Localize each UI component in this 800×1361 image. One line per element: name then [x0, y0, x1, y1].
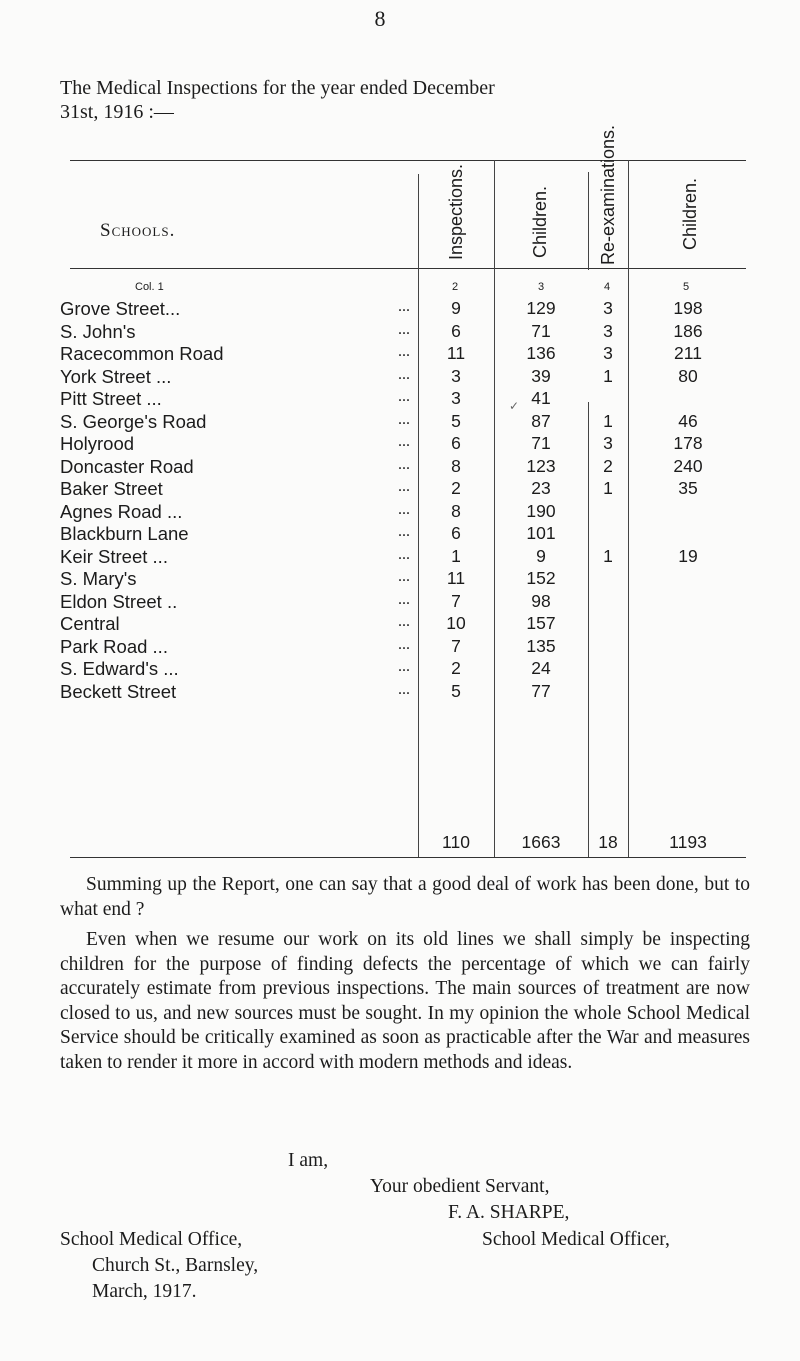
officer-title: School Medical Officer, — [482, 1229, 670, 1250]
re-examinations-cell: 1 — [603, 410, 613, 431]
inspections-cell: 7 — [451, 635, 461, 656]
leader-dots: ... — [398, 568, 410, 585]
leader-dots: ... — [398, 658, 410, 675]
leader-dots: ... — [398, 365, 410, 383]
column-divider-3a — [588, 172, 589, 270]
date: March, 1917. — [92, 1281, 197, 1302]
school-name: S. John's — [60, 320, 136, 342]
children-cell: 9 — [536, 545, 546, 566]
inspections-cell: 8 — [451, 455, 461, 476]
table-row — [0, 388, 800, 410]
table-row — [0, 613, 800, 635]
inspections-cell: 7 — [451, 590, 461, 611]
inspections-cell: 1 — [451, 545, 461, 566]
re-examinations-cell: 1 — [603, 545, 613, 566]
re-examinations-cell: 3 — [603, 298, 613, 318]
inspections-cell: 10 — [446, 613, 466, 633]
school-name: Beckett Street — [60, 680, 177, 702]
children-2-cell: 198 — [673, 298, 703, 318]
school-name: Agnes Road ... — [60, 500, 183, 522]
table-row — [0, 478, 800, 500]
inspections-cell: 5 — [451, 410, 461, 431]
total-inspections: 110 — [442, 832, 470, 852]
leader-dots: ... — [398, 590, 410, 608]
leader-dots: ... — [398, 500, 410, 518]
leader-dots: ... — [398, 613, 410, 630]
children-2-cell: 35 — [678, 478, 698, 498]
leader-dots: ... — [398, 523, 410, 540]
header-children-2: Children. — [680, 177, 700, 250]
school-name: Park Road ... — [60, 635, 168, 657]
intro-line-2: 31st, 1916 :— — [60, 101, 174, 123]
paragraph-2: Even when we resume our work on its old lines we shall simply be inspecting children for the purpose of finding defects the percentage of which we can fairly accurately estimate from previous inspections. The main sources of treatment are now closed to us, and new sources must be sought. In my opinion the whole School Medical Service should be critically examined as soon as practicable after the War and measures taken to render it more in accord with modern methods and ideas. — [60, 929, 750, 1073]
table-row — [0, 433, 800, 455]
children-cell: 136 — [526, 343, 556, 363]
table-row — [0, 343, 800, 365]
leader-dots: ... — [398, 680, 410, 698]
children-cell: 98 — [531, 590, 551, 611]
children-cell: 190 — [526, 500, 556, 521]
table-row — [0, 681, 800, 703]
children-2-cell: 46 — [678, 410, 698, 431]
col-number-5: 5 — [683, 281, 690, 293]
col-number-4: 4 — [604, 281, 611, 293]
intro-line-1: The Medical Inspections for the year ended December — [60, 77, 495, 99]
inspections-cell: 2 — [451, 658, 461, 678]
servant-line: Your obedient Servant, — [370, 1176, 550, 1197]
header-children: Children. — [530, 185, 550, 258]
inspections-cell: 6 — [451, 320, 461, 341]
total-children: 1663 — [521, 832, 561, 852]
leader-dots: ... — [398, 635, 410, 653]
school-name: Central — [60, 613, 120, 634]
leader-dots: ... — [398, 478, 410, 495]
inspections-cell: 11 — [446, 343, 466, 363]
header-re-examinations: Re-examinations. — [598, 124, 618, 265]
header-inspections: Inspections. — [446, 163, 466, 260]
paragraph-1: Summing up the Report, one can say that a good deal of work has been done, but to what end ? — [60, 874, 750, 920]
table-top-rule — [70, 160, 746, 161]
intro-text — [60, 76, 750, 124]
children-cell: 87 — [531, 410, 551, 431]
school-name: Grove Street... — [60, 298, 181, 319]
table-row — [0, 568, 800, 590]
table-row — [0, 321, 800, 343]
inspections-cell: 2 — [451, 478, 461, 498]
table-row — [0, 636, 800, 658]
children-2-cell: 178 — [673, 433, 703, 453]
total-children-2: 1193 — [669, 832, 707, 852]
school-name: S. Edward's ... — [60, 658, 179, 679]
school-name: Pitt Street ... — [60, 388, 162, 409]
closing: I am, — [288, 1150, 329, 1171]
office-name: School Medical Office, — [60, 1229, 243, 1250]
inspections-cell: 3 — [451, 365, 461, 386]
school-name: Racecommon Road — [60, 343, 224, 364]
leader-dots: ... — [398, 320, 410, 338]
school-name: Blackburn Lane — [60, 523, 189, 544]
school-name: Doncaster Road — [60, 455, 194, 477]
table-row — [0, 658, 800, 680]
school-name: S. George's Road — [60, 410, 207, 432]
body-text — [60, 873, 750, 1081]
table-row — [0, 298, 800, 320]
col-number-1: Col. 1 — [135, 281, 164, 293]
children-cell: 24 — [531, 658, 551, 678]
header-rule — [70, 268, 746, 269]
re-examinations-cell: 1 — [603, 478, 613, 498]
inspections-cell: 9 — [451, 298, 461, 318]
children-2-cell: 80 — [678, 365, 698, 386]
totals-row — [0, 832, 800, 854]
page-number: 8 — [374, 6, 386, 31]
inspections-cell: 11 — [446, 568, 466, 588]
leader-dots: ... — [398, 455, 410, 473]
children-2-cell: 240 — [673, 455, 703, 476]
re-examinations-cell: 2 — [603, 455, 613, 476]
children-2-cell: 186 — [673, 320, 703, 341]
children-cell: 71 — [531, 320, 551, 341]
children-2-cell: 19 — [678, 545, 698, 566]
col-number-3: 3 — [538, 281, 545, 293]
leader-dots: ... — [398, 343, 410, 360]
inspections-cell: 6 — [451, 523, 461, 543]
leader-dots: ... — [398, 410, 410, 428]
address: Church St., Barnsley, — [92, 1255, 259, 1276]
children-cell: 77 — [531, 680, 551, 701]
table-row — [0, 411, 800, 433]
table-row — [0, 546, 800, 568]
table-bottom-rule — [70, 857, 746, 858]
inspections-cell: 8 — [451, 500, 461, 521]
re-examinations-cell: 3 — [603, 320, 613, 341]
leader-dots: ... — [398, 545, 410, 563]
leader-dots: ... — [398, 298, 410, 315]
signatory-name: F. A. SHARPE, — [448, 1202, 570, 1223]
total-re-examinations: 18 — [598, 832, 618, 852]
school-name: Eldon Street .. — [60, 590, 178, 612]
table-row — [0, 591, 800, 613]
children-cell: 101 — [526, 523, 556, 543]
inspections-cell: 3 — [451, 388, 461, 408]
tick-mark: ✓ — [509, 399, 520, 413]
children-cell: 71 — [531, 433, 551, 453]
re-examinations-cell: 3 — [603, 433, 613, 453]
table-row — [0, 501, 800, 523]
children-cell: 135 — [526, 635, 556, 656]
children-cell: 129 — [526, 298, 556, 318]
re-examinations-cell: 3 — [603, 343, 613, 363]
children-cell: 23 — [531, 478, 551, 498]
col-number-2: 2 — [452, 281, 459, 293]
children-2-cell: 211 — [674, 343, 702, 363]
inspections-cell: 5 — [451, 680, 461, 701]
school-name: S. Mary's — [60, 568, 137, 589]
inspections-cell: 6 — [451, 433, 461, 453]
children-cell: 39 — [531, 365, 551, 386]
schools-header: Schools. — [100, 220, 176, 241]
table-row — [0, 456, 800, 478]
school-name: York Street ... — [60, 365, 172, 387]
school-name: Holyrood — [60, 433, 135, 454]
table-row — [0, 523, 800, 545]
school-name: Baker Street — [60, 478, 163, 499]
children-cell: 123 — [526, 455, 556, 476]
school-name: Keir Street ... — [60, 545, 168, 567]
leader-dots: ... — [398, 433, 410, 450]
children-cell: 41 — [531, 388, 551, 408]
children-cell: 157 — [526, 613, 556, 633]
leader-dots: ... — [398, 388, 410, 405]
re-examinations-cell: 1 — [603, 365, 613, 386]
table-row — [0, 366, 800, 388]
children-cell: 152 — [526, 568, 556, 588]
